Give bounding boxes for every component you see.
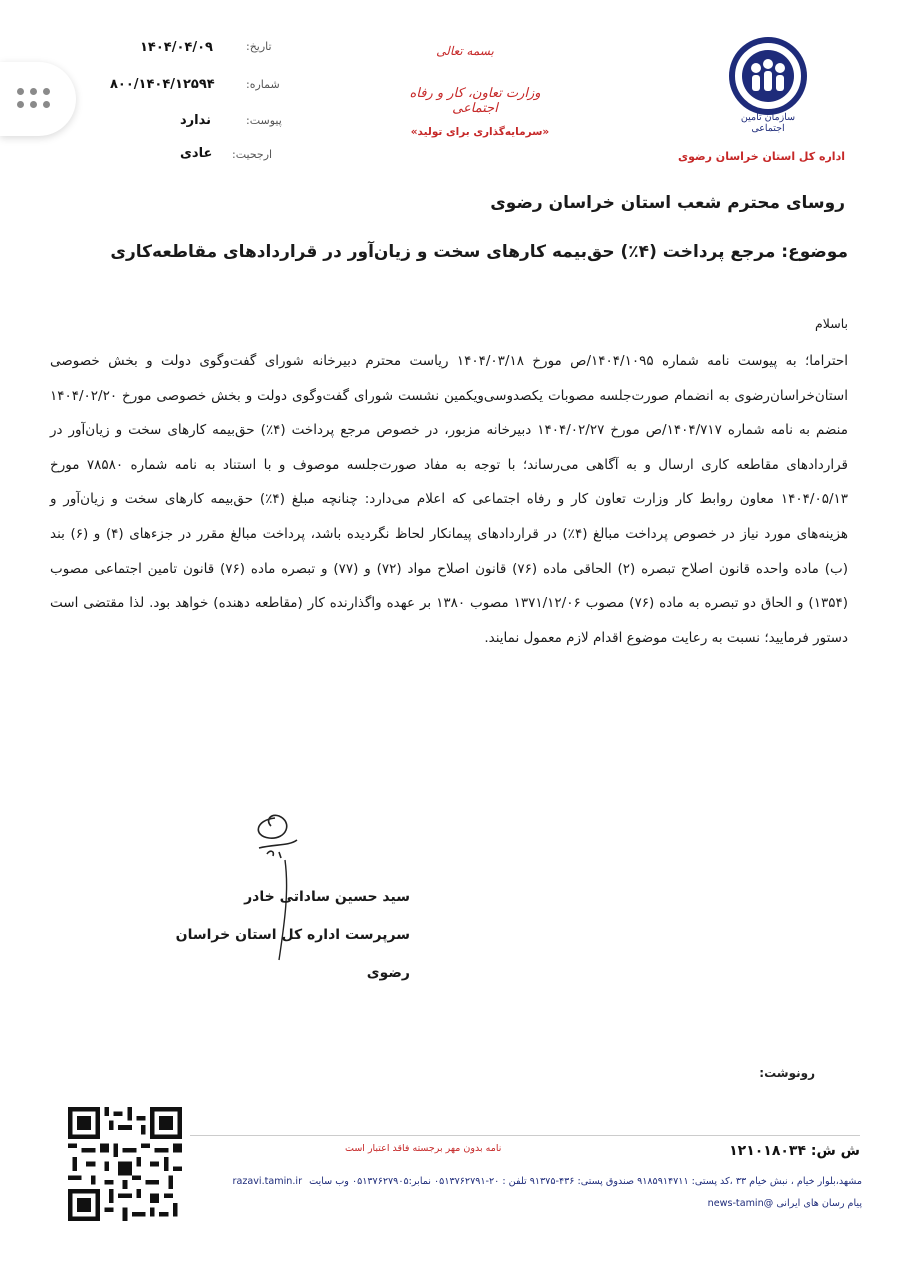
subject: موضوع: مرجع پرداخت (۴٪) حق‌بیمه کارهای سخت و زیان‌آور در قراردادهای مقاطعه‌کاری bbox=[110, 242, 848, 262]
greeting: باسلام bbox=[815, 316, 848, 331]
address-text: مشهد،بلوار خیام ، نبش خیام ۳۳ ،کد پستی: ۹۱۸۵۹۱۴۷۱۱ صندوق پستی: ۴۳۶-۹۱۳۷۵ تلفن : ۲۰-۰۵۱۳۷۶۲۷۹۱ نمابر:۰۵۱۳۷۶۲۷۹۰۵ وب سایت bbox=[309, 1176, 862, 1187]
tracking-number: ش ش: ۱۲۱۰۱۸۰۳۴ bbox=[729, 1143, 860, 1159]
ministry-name: وزارت تعاون، کار و رفاه اجتماعی bbox=[409, 86, 541, 116]
website-link[interactable]: razavi.tamin.ir bbox=[232, 1176, 303, 1187]
recipient: روسای محترم شعب استان خراسان رضوی bbox=[490, 193, 845, 213]
signer-title-line1: سرپرست اداره کل استان خراسان bbox=[175, 927, 410, 943]
priority-value: عادی bbox=[180, 146, 213, 161]
number-label: شماره: bbox=[246, 78, 280, 91]
priority-label: ارجحیت: bbox=[232, 148, 273, 161]
date-label: تاریخ: bbox=[246, 40, 272, 53]
letter-body: احتراما؛ به پیوست نامه شماره ۱۴۰۴/۱۰۹۵/ص مورخ ۱۴۰۴/۰۳/۱۸ ریاست محترم دبیرخانه شورای گفت‌وگوی دولت و بخش خصوصی استان‌خراسان‌رضوی به انضمام صورت‌جلسه مصوبات یکصدوسی‌ویکمین نشست شورای گفت‌وگوی دولت و بخش خصوصی مورخ ۱۴۰۴/۰۲/۲۰ منضم به نامه شماره ۱۴۰۴/۷۱۷/ص مورخ ۱۴۰۴/۰۲/۲۷ دبیرخانه مزبور، در خصوص مرجع پرداخت (۴٪) حق‌بیمه کارهای سخت و زیان‌آور در قراردادهای مقاطعه کاری ارسال و به آگاهی می‌رساند؛ با توجه به مفاد صورت‌جلسه موصوف و با استناد به نامه شماره ۷۸۵۸۰ مورخ ۱۴۰۴/۰۵/۱۳ معاون روابط کار وزارت تعاون کار و رفاه اجتماعی که اعلام می‌دارد: چنانچه مبلغ (۴٪) حق‌بیمه کارهای سخت و زیان‌آور و هزینه‌های مورد نیاز در خصوص پرداخت مبالغ (۴٪) در قراردادهای پیمانکار لحاظ نگردیده باشد، پرداخت مبالغ مقرر در جزءهای (۴) و (۶) بند (ب) ماده واحده قانون اصلاح تبصره (۲) الحاقی ماده (۷۶) قانون اصلاح مواد (۷۲) و (۷۷) و تبصره ماده (۷۶) قانون تامین اجتماعی مصوب (۱۳۵۴) و الحاق دو تبصره به ماده (۷۶) مصوب ۱۳۷۱/۱۲/۰۶ مصوب ۱۳۸۰ بر عهده واگذارنده کار (مقاطعه دهنده) خواهد بود. لذا مقتضی است دستور فرمایید؛ نسبت به رعایت موضوع اقدام لازم معمول نمایند. bbox=[50, 353, 849, 646]
department-name: اداره کل استان خراسان رضوی bbox=[678, 150, 845, 163]
social-security-organization-logo bbox=[728, 36, 808, 116]
attachment-label: پیوست: bbox=[246, 114, 282, 127]
attachment-value: ندارد bbox=[180, 113, 212, 128]
slogan: «سرمایه‌گذاری برای تولید» bbox=[410, 126, 550, 138]
organization-name: سازمان تامین اجتماعی bbox=[740, 112, 796, 134]
signer-name: سید حسین ساداتی خادر bbox=[244, 889, 410, 905]
basmala: بسمه تعالی bbox=[436, 44, 494, 58]
more-dots-icon bbox=[17, 88, 55, 110]
number-value: ۸۰۰/۱۴۰۴/۱۲۵۹۴ bbox=[110, 77, 215, 92]
cc-label: رونوشت: bbox=[759, 1066, 815, 1080]
floating-menu-button[interactable] bbox=[0, 62, 76, 136]
footer-social: پیام رسان های ایرانی @news-tamin bbox=[707, 1198, 862, 1209]
signature-block bbox=[170, 878, 410, 992]
footer-divider bbox=[190, 1135, 860, 1136]
validity-notice: نامه بدون مهر برجسته فاقد اعتبار است bbox=[345, 1143, 502, 1154]
date-value: ۱۴۰۴/۰۴/۰۹ bbox=[140, 40, 213, 55]
qr-code bbox=[68, 1107, 182, 1221]
footer-address bbox=[233, 1176, 862, 1187]
signer-title-line2: رضوی bbox=[366, 965, 410, 981]
